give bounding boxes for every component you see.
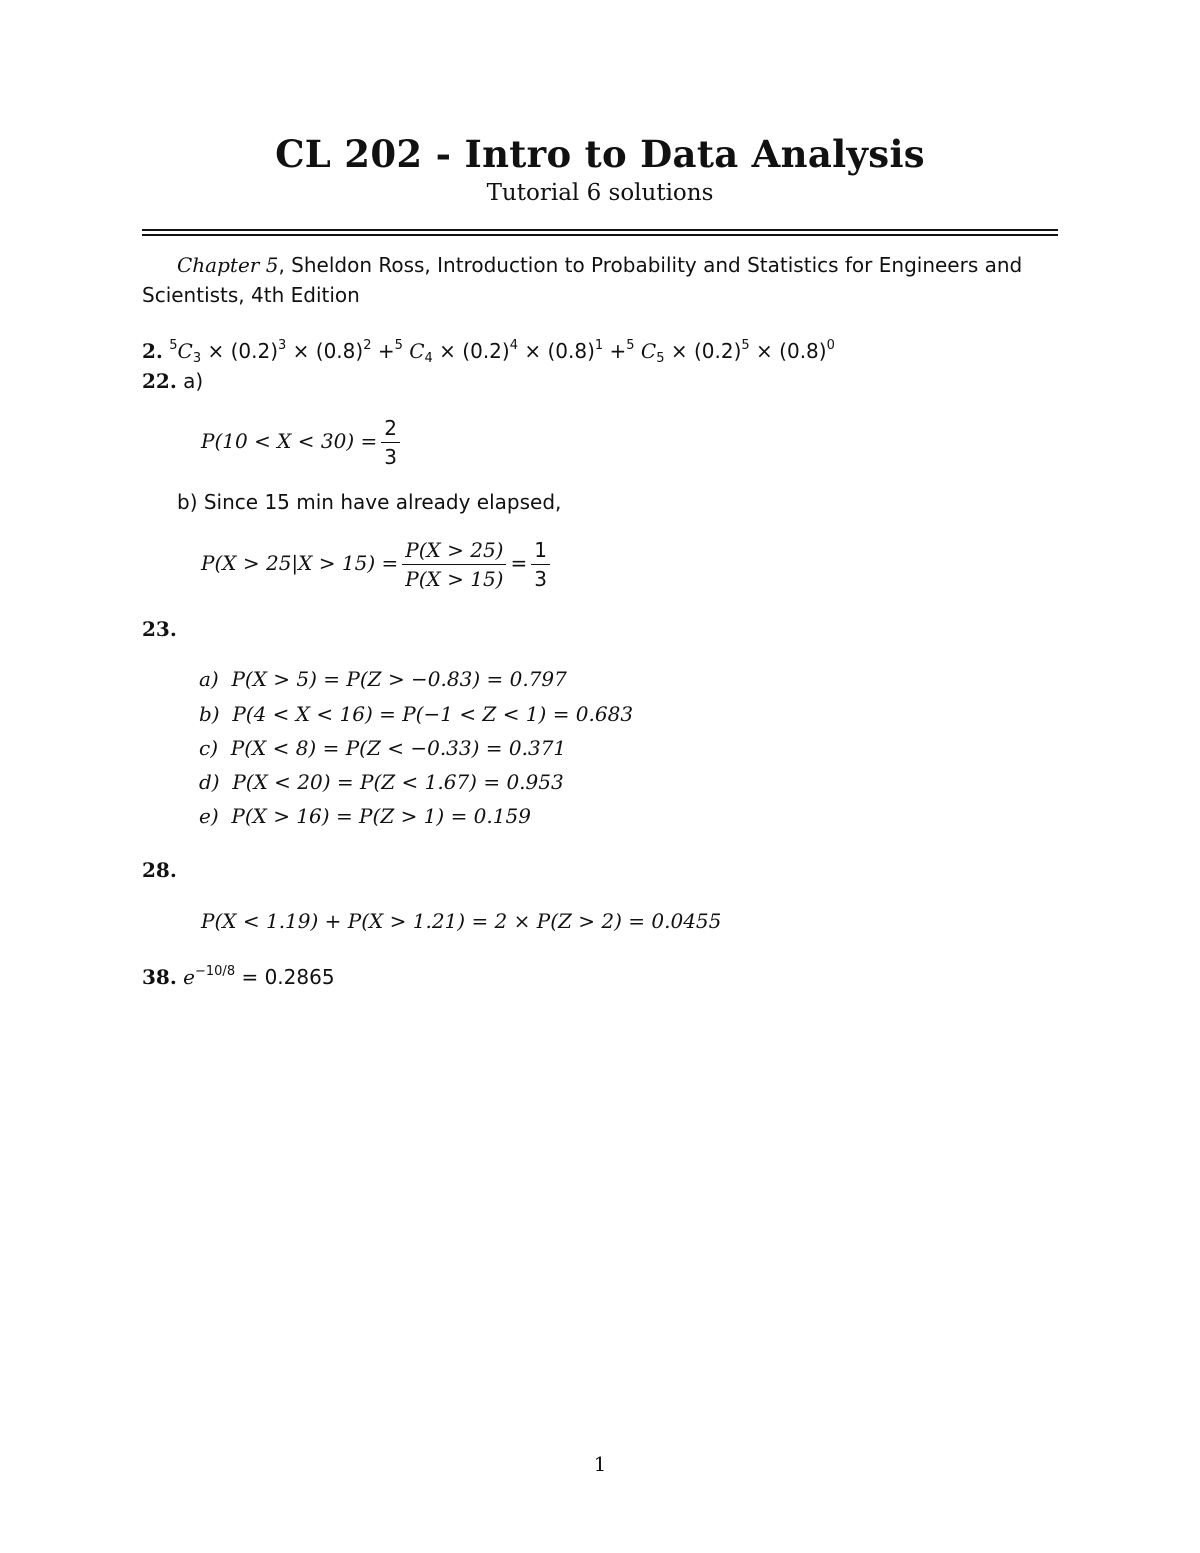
- q23-item-e-tag: e): [199, 804, 219, 828]
- question-38: [142, 964, 335, 989]
- document-subtitle: Tutorial 6 solutions: [486, 180, 714, 206]
- question-22-label: 22.: [142, 369, 177, 393]
- q2-term1-sub: 3: [192, 351, 202, 366]
- title-rule-bottom: [142, 234, 1058, 236]
- q28-expr: P(X < 1.19) + P(X > 1.21) = 2 × P(Z > 2) = 0.0455: [201, 909, 722, 933]
- q2-term1-c: C: [177, 339, 193, 363]
- q22-eq-a-lhs: P(10 < X < 30) =: [201, 429, 378, 453]
- q22-eq-b-result-numerator: 1: [531, 538, 550, 565]
- q28-equation: [201, 909, 721, 933]
- q2-term2-pow1: 4: [509, 338, 518, 353]
- q38-exponent: −10/8: [195, 964, 236, 979]
- q23-item-e-expr: P(X > 16) = P(Z > 1) = 0.159: [231, 804, 531, 828]
- question-23-label: 23.: [142, 617, 177, 641]
- document-title: CL 202 - Intro to Data Analysis: [275, 132, 925, 176]
- q22-eq-a-denominator: 3: [384, 445, 397, 469]
- q23-item-c: [199, 736, 566, 760]
- q22-eq-b-equals: =: [510, 551, 528, 575]
- q22-part-b-text: b) Since 15 min have already elapsed,: [177, 490, 562, 514]
- question-2: [142, 338, 835, 366]
- q2-plus-2: +: [603, 339, 627, 363]
- q23-item-b: [199, 702, 633, 726]
- q2-term3-c: C: [634, 339, 657, 363]
- q23-item-b-expr: P(4 < X < 16) = P(−1 < Z < 1) = 0.683: [232, 702, 634, 726]
- q2-term3-pow1: 5: [741, 338, 750, 353]
- q23-item-b-tag: b): [199, 702, 220, 726]
- q2-term1-pow2: 2: [363, 338, 372, 353]
- q22-eq-a-fraction: [381, 416, 400, 469]
- question-23: [142, 617, 177, 641]
- question-28-label: 28.: [142, 858, 177, 882]
- q23-item-a: [199, 667, 567, 691]
- q22-equation-b: [201, 538, 554, 591]
- q2-term2-c: C: [402, 339, 425, 363]
- q2-term2-pow2: 1: [594, 338, 604, 353]
- q23-item-e: [199, 804, 531, 828]
- q2-term3-pow2: 0: [826, 338, 835, 353]
- q23-item-d-expr: P(X < 20) = P(Z < 1.67) = 0.953: [232, 770, 564, 794]
- reference-text: , Sheldon Ross, Introduction to Probability and Statistics for Engineers and: [278, 253, 1023, 277]
- q23-item-c-tag: c): [199, 736, 219, 760]
- q23-item-c-expr: P(X < 8) = P(Z < −0.33) = 0.371: [230, 736, 567, 760]
- q2-term1-pow1: 3: [278, 338, 287, 353]
- q22-equation-a: [201, 416, 404, 469]
- q2-term3-sub: 5: [656, 351, 665, 366]
- q2-term1-mid: × (0.2): [201, 339, 279, 363]
- q2-term2-mid: × (0.2): [432, 339, 510, 363]
- question-28: [142, 858, 177, 882]
- q2-term2-prefix: 5: [394, 338, 403, 353]
- question-22: [142, 369, 203, 393]
- q38-base: e: [183, 965, 195, 989]
- q2-term2-mid2: × (0.8): [518, 339, 595, 363]
- question-38-label: 38.: [142, 965, 177, 989]
- title-rule-top: [142, 229, 1058, 231]
- q22-eq-a-numerator: 2: [381, 416, 400, 443]
- chapter-reference: Chapter 5: [177, 253, 279, 277]
- q2-term2-sub: 4: [424, 351, 433, 366]
- page-number: 1: [593, 1452, 607, 1476]
- q2-term3-mid: × (0.2): [664, 339, 742, 363]
- q23-item-d: [199, 770, 564, 794]
- q23-item-a-expr: P(X > 5) = P(Z > −0.83) = 0.797: [231, 667, 567, 691]
- q22-eq-b-result-fraction: [531, 538, 550, 591]
- q22-part-a-label: a): [183, 369, 204, 393]
- question-2-label: 2.: [142, 339, 163, 363]
- reference-line-2: Scientists, 4th Edition: [142, 283, 360, 307]
- q38-rest: = 0.2865: [235, 965, 335, 989]
- q22-eq-b-lhs: P(X > 25|X > 15) =: [201, 551, 399, 575]
- q2-term3-mid2: × (0.8): [749, 339, 827, 363]
- q23-item-d-tag: d): [199, 770, 220, 794]
- reference-line-1: [177, 253, 1022, 277]
- q2-term1-mid2: × (0.8): [286, 339, 364, 363]
- q22-eq-b-fraction: [402, 538, 506, 591]
- q2-term1-prefix: 5: [169, 338, 178, 353]
- q2-term3-prefix: 5: [626, 338, 635, 353]
- q22-eq-b-numerator: P(X > 25): [402, 538, 506, 565]
- q22-eq-b-result-denominator: 3: [534, 567, 547, 591]
- q23-item-a-tag: a): [199, 667, 219, 691]
- q2-plus-1: +: [371, 339, 395, 363]
- q22-eq-b-denominator: P(X > 15): [405, 567, 504, 591]
